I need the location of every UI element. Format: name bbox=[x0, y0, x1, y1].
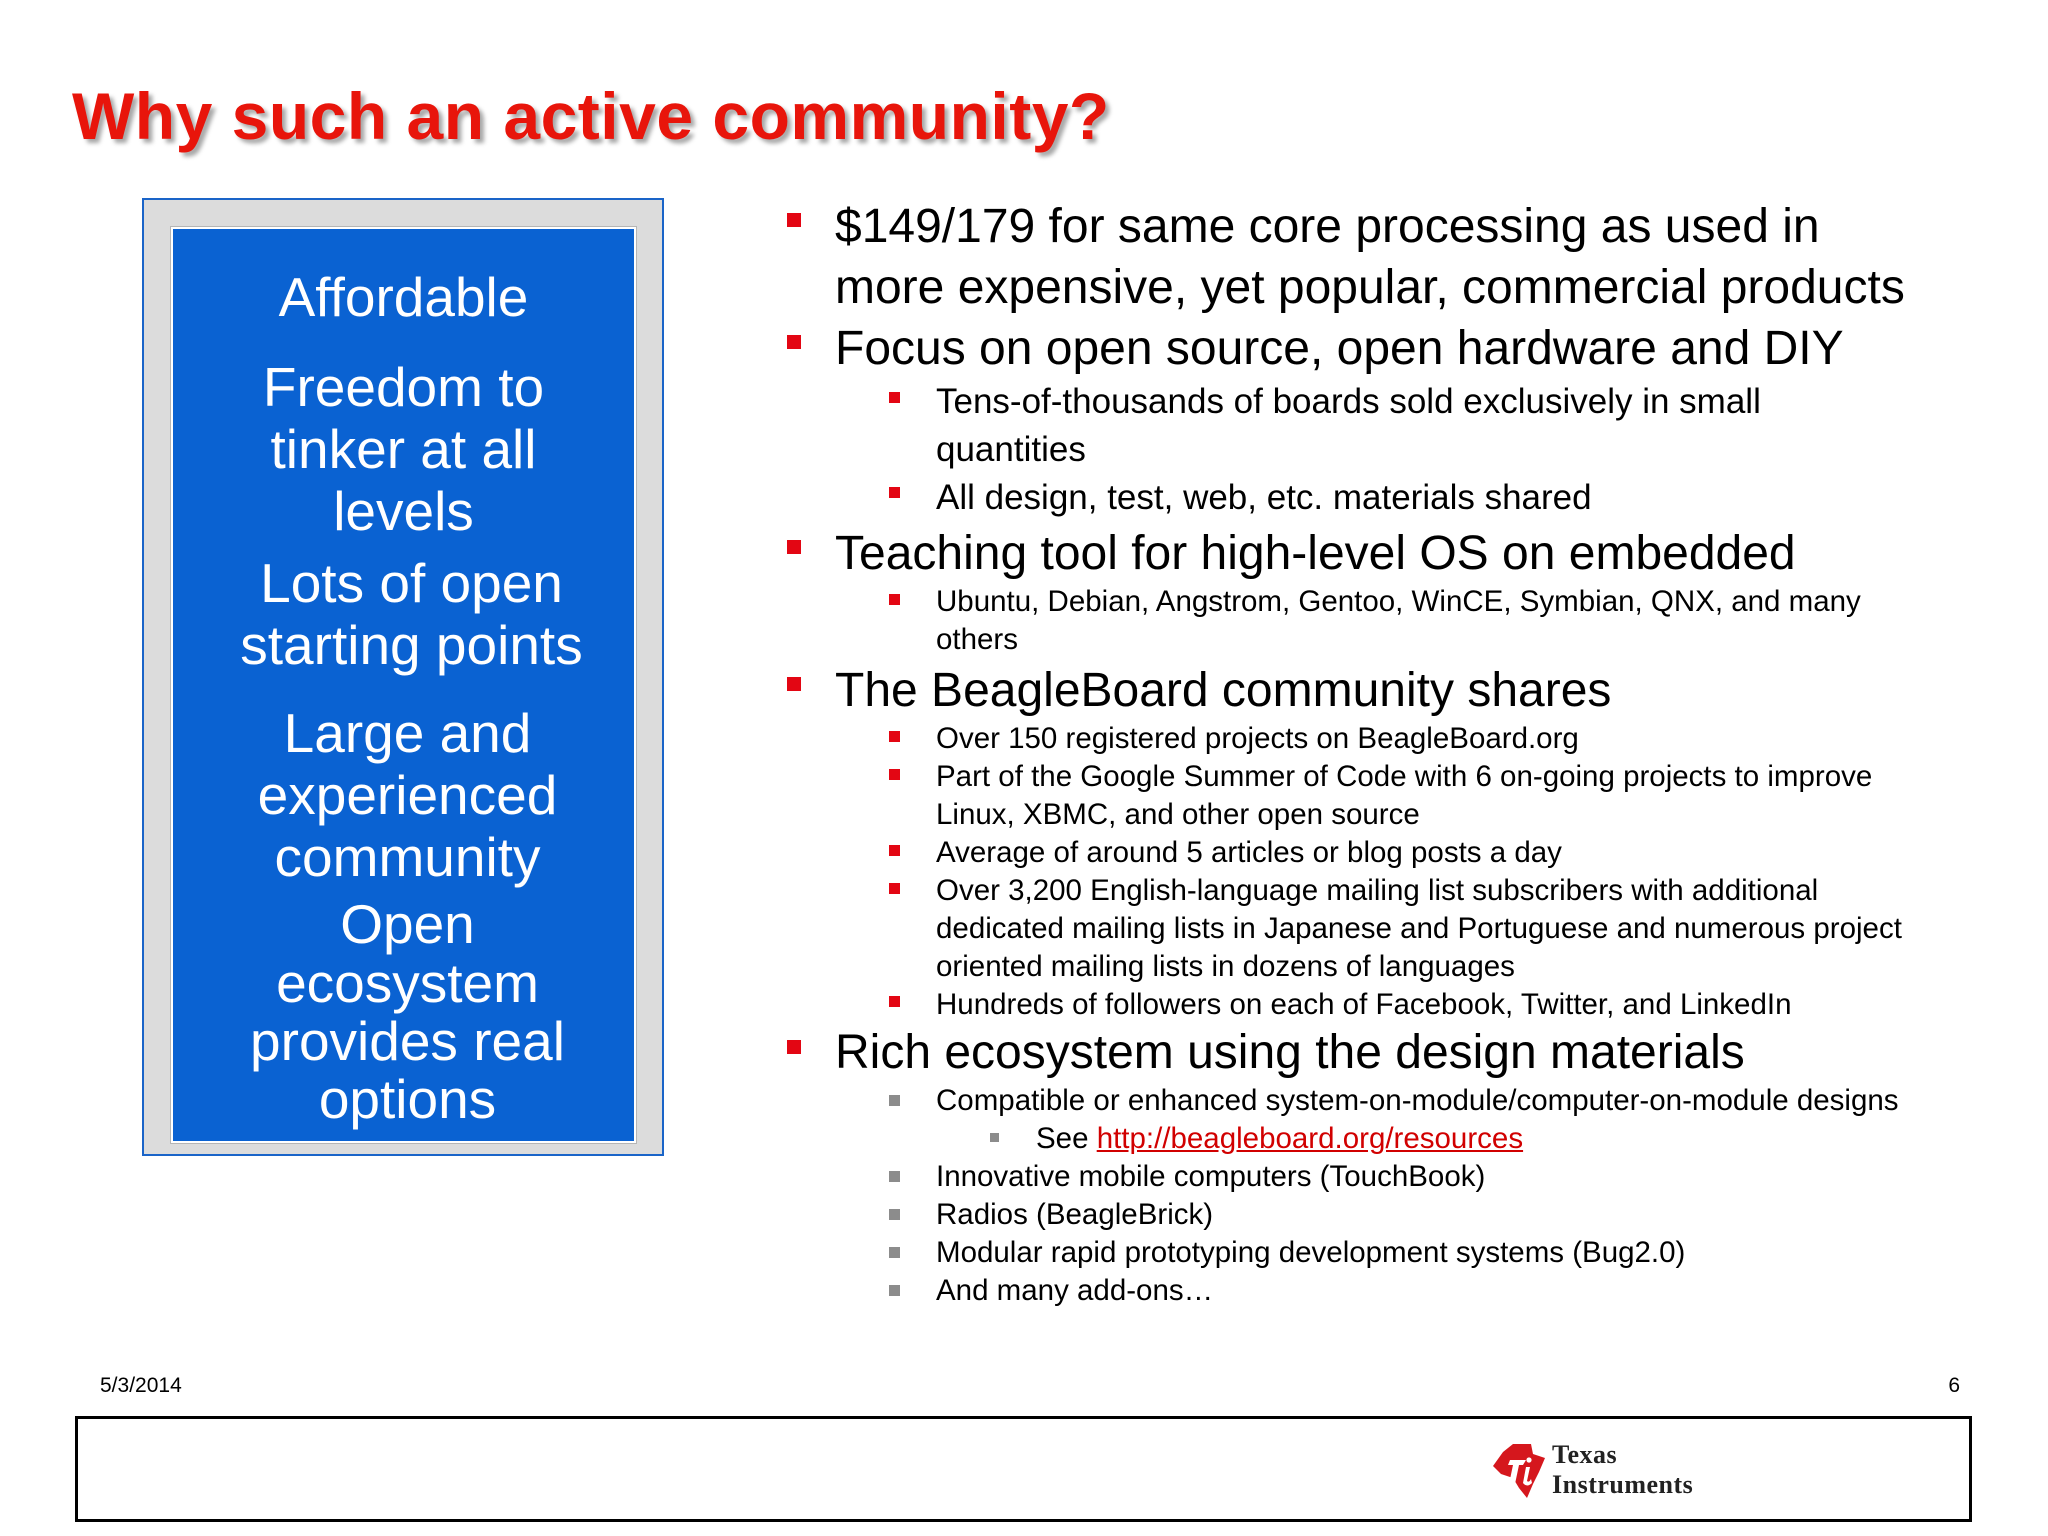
callout-affordable: Affordable bbox=[278, 266, 529, 328]
bullet-marker bbox=[990, 1133, 999, 1142]
callout-community-line2: experienced bbox=[257, 764, 558, 826]
bullet-marker bbox=[889, 1095, 900, 1106]
callout-freedom-line3: levels bbox=[333, 480, 474, 542]
callout-ecosystem-line2: ecosystem bbox=[276, 952, 539, 1014]
slide-title: Why such an active community? bbox=[72, 79, 1110, 153]
bullet-marker bbox=[889, 996, 900, 1007]
bullet-teaching-tool: Teaching tool for high-level OS on embedded bbox=[835, 527, 1796, 580]
callout-open-starting-line2: starting points bbox=[240, 614, 583, 676]
bullet-open-source: Focus on open source, open hardware and DIY bbox=[835, 322, 1844, 375]
bullet-mailing-list-line3: oriented mailing lists in dozens of languages bbox=[936, 950, 1515, 983]
callout-ecosystem-line3: provides real bbox=[250, 1010, 565, 1072]
bullet-marker bbox=[889, 769, 900, 780]
bullet-compatible-designs: Compatible or enhanced system-on-module/computer-on-module designs bbox=[936, 1084, 1899, 1117]
bullet-see-resources bbox=[1036, 1120, 1523, 1158]
bullet-marker bbox=[889, 883, 900, 894]
bullet-marker bbox=[787, 213, 801, 227]
bullet-os-list-line2: others bbox=[936, 623, 1018, 656]
callout-ecosystem-line4: options bbox=[318, 1068, 497, 1130]
bullet-marker bbox=[889, 1285, 900, 1296]
bullet-touchbook: Innovative mobile computers (TouchBook) bbox=[936, 1160, 1486, 1193]
bullet-mailing-list-line1: Over 3,200 English-language mailing list subscribers with additional bbox=[936, 874, 1819, 907]
bullet-marker bbox=[787, 540, 801, 554]
bullet-add-ons: And many add-ons… bbox=[936, 1274, 1214, 1307]
callout-freedom-line1: Freedom to bbox=[262, 356, 545, 418]
footer-date: 5/3/2014 bbox=[100, 1374, 182, 1397]
bullet-radios: Radios (BeagleBrick) bbox=[936, 1198, 1214, 1231]
bullet-gsoc-line1: Part of the Google Summer of Code with 6 on-going projects to improve bbox=[936, 760, 1873, 793]
bullet-os-list-line1: Ubuntu, Debian, Angstrom, Gentoo, WinCE, Symbian, QNX, and many bbox=[936, 585, 1861, 618]
bullet-registered-projects: Over 150 registered projects on BeagleBoard.org bbox=[936, 722, 1579, 755]
bullet-price-line2: more expensive, yet popular, commercial products bbox=[835, 261, 1905, 314]
bullet-bug: Modular rapid prototyping development systems (Bug2.0) bbox=[936, 1236, 1686, 1269]
bullet-marker bbox=[889, 594, 900, 605]
callout-ecosystem-line1: Open bbox=[340, 893, 475, 955]
bullet-materials-shared: All design, test, web, etc. materials shared bbox=[936, 478, 1592, 517]
bullet-followers: Hundreds of followers on each of Facebook, Twitter, and LinkedIn bbox=[936, 988, 1792, 1021]
bullet-marker bbox=[889, 1209, 900, 1220]
bullet-marker bbox=[889, 845, 900, 856]
see-label: See bbox=[1036, 1122, 1097, 1155]
callout-freedom-line2: tinker at all bbox=[270, 418, 537, 480]
bullet-marker bbox=[889, 392, 900, 403]
bullet-mailing-list-line2: dedicated mailing lists in Japanese and Portuguese and numerous project bbox=[936, 912, 1902, 945]
ti-wordmark-line2: Instruments bbox=[1552, 1470, 1694, 1499]
callout-open-starting-line1: Lots of open bbox=[260, 552, 563, 614]
bullet-marker bbox=[787, 677, 801, 691]
bullet-marker bbox=[787, 335, 801, 349]
bullet-price-line1: $149/179 for same core processing as used in bbox=[835, 200, 1820, 253]
resources-link[interactable]: http://beagleboard.org/resources bbox=[1096, 1122, 1524, 1155]
callout-community-line3: community bbox=[274, 826, 541, 888]
bullet-rich-ecosystem: Rich ecosystem using the design materials bbox=[835, 1026, 1745, 1079]
page-number: 6 bbox=[1948, 1374, 1960, 1397]
bullet-marker bbox=[889, 731, 900, 742]
callout-community-line1: Large and bbox=[283, 702, 532, 764]
bullet-marker bbox=[787, 1040, 801, 1054]
bullet-marker bbox=[889, 1171, 900, 1182]
bullet-marker bbox=[889, 487, 900, 498]
bullet-gsoc-line2: Linux, XBMC, and other open source bbox=[936, 798, 1420, 831]
bullet-articles: Average of around 5 articles or blog posts a day bbox=[936, 836, 1562, 869]
bullet-boards-sold-line2: quantities bbox=[936, 430, 1086, 469]
bullet-boards-sold-line1: Tens-of-thousands of boards sold exclusively in small bbox=[936, 382, 1761, 421]
bullet-marker bbox=[889, 1247, 900, 1258]
ti-wordmark-line1: Texas bbox=[1552, 1440, 1618, 1469]
bullet-community-shares: The BeagleBoard community shares bbox=[835, 664, 1612, 717]
